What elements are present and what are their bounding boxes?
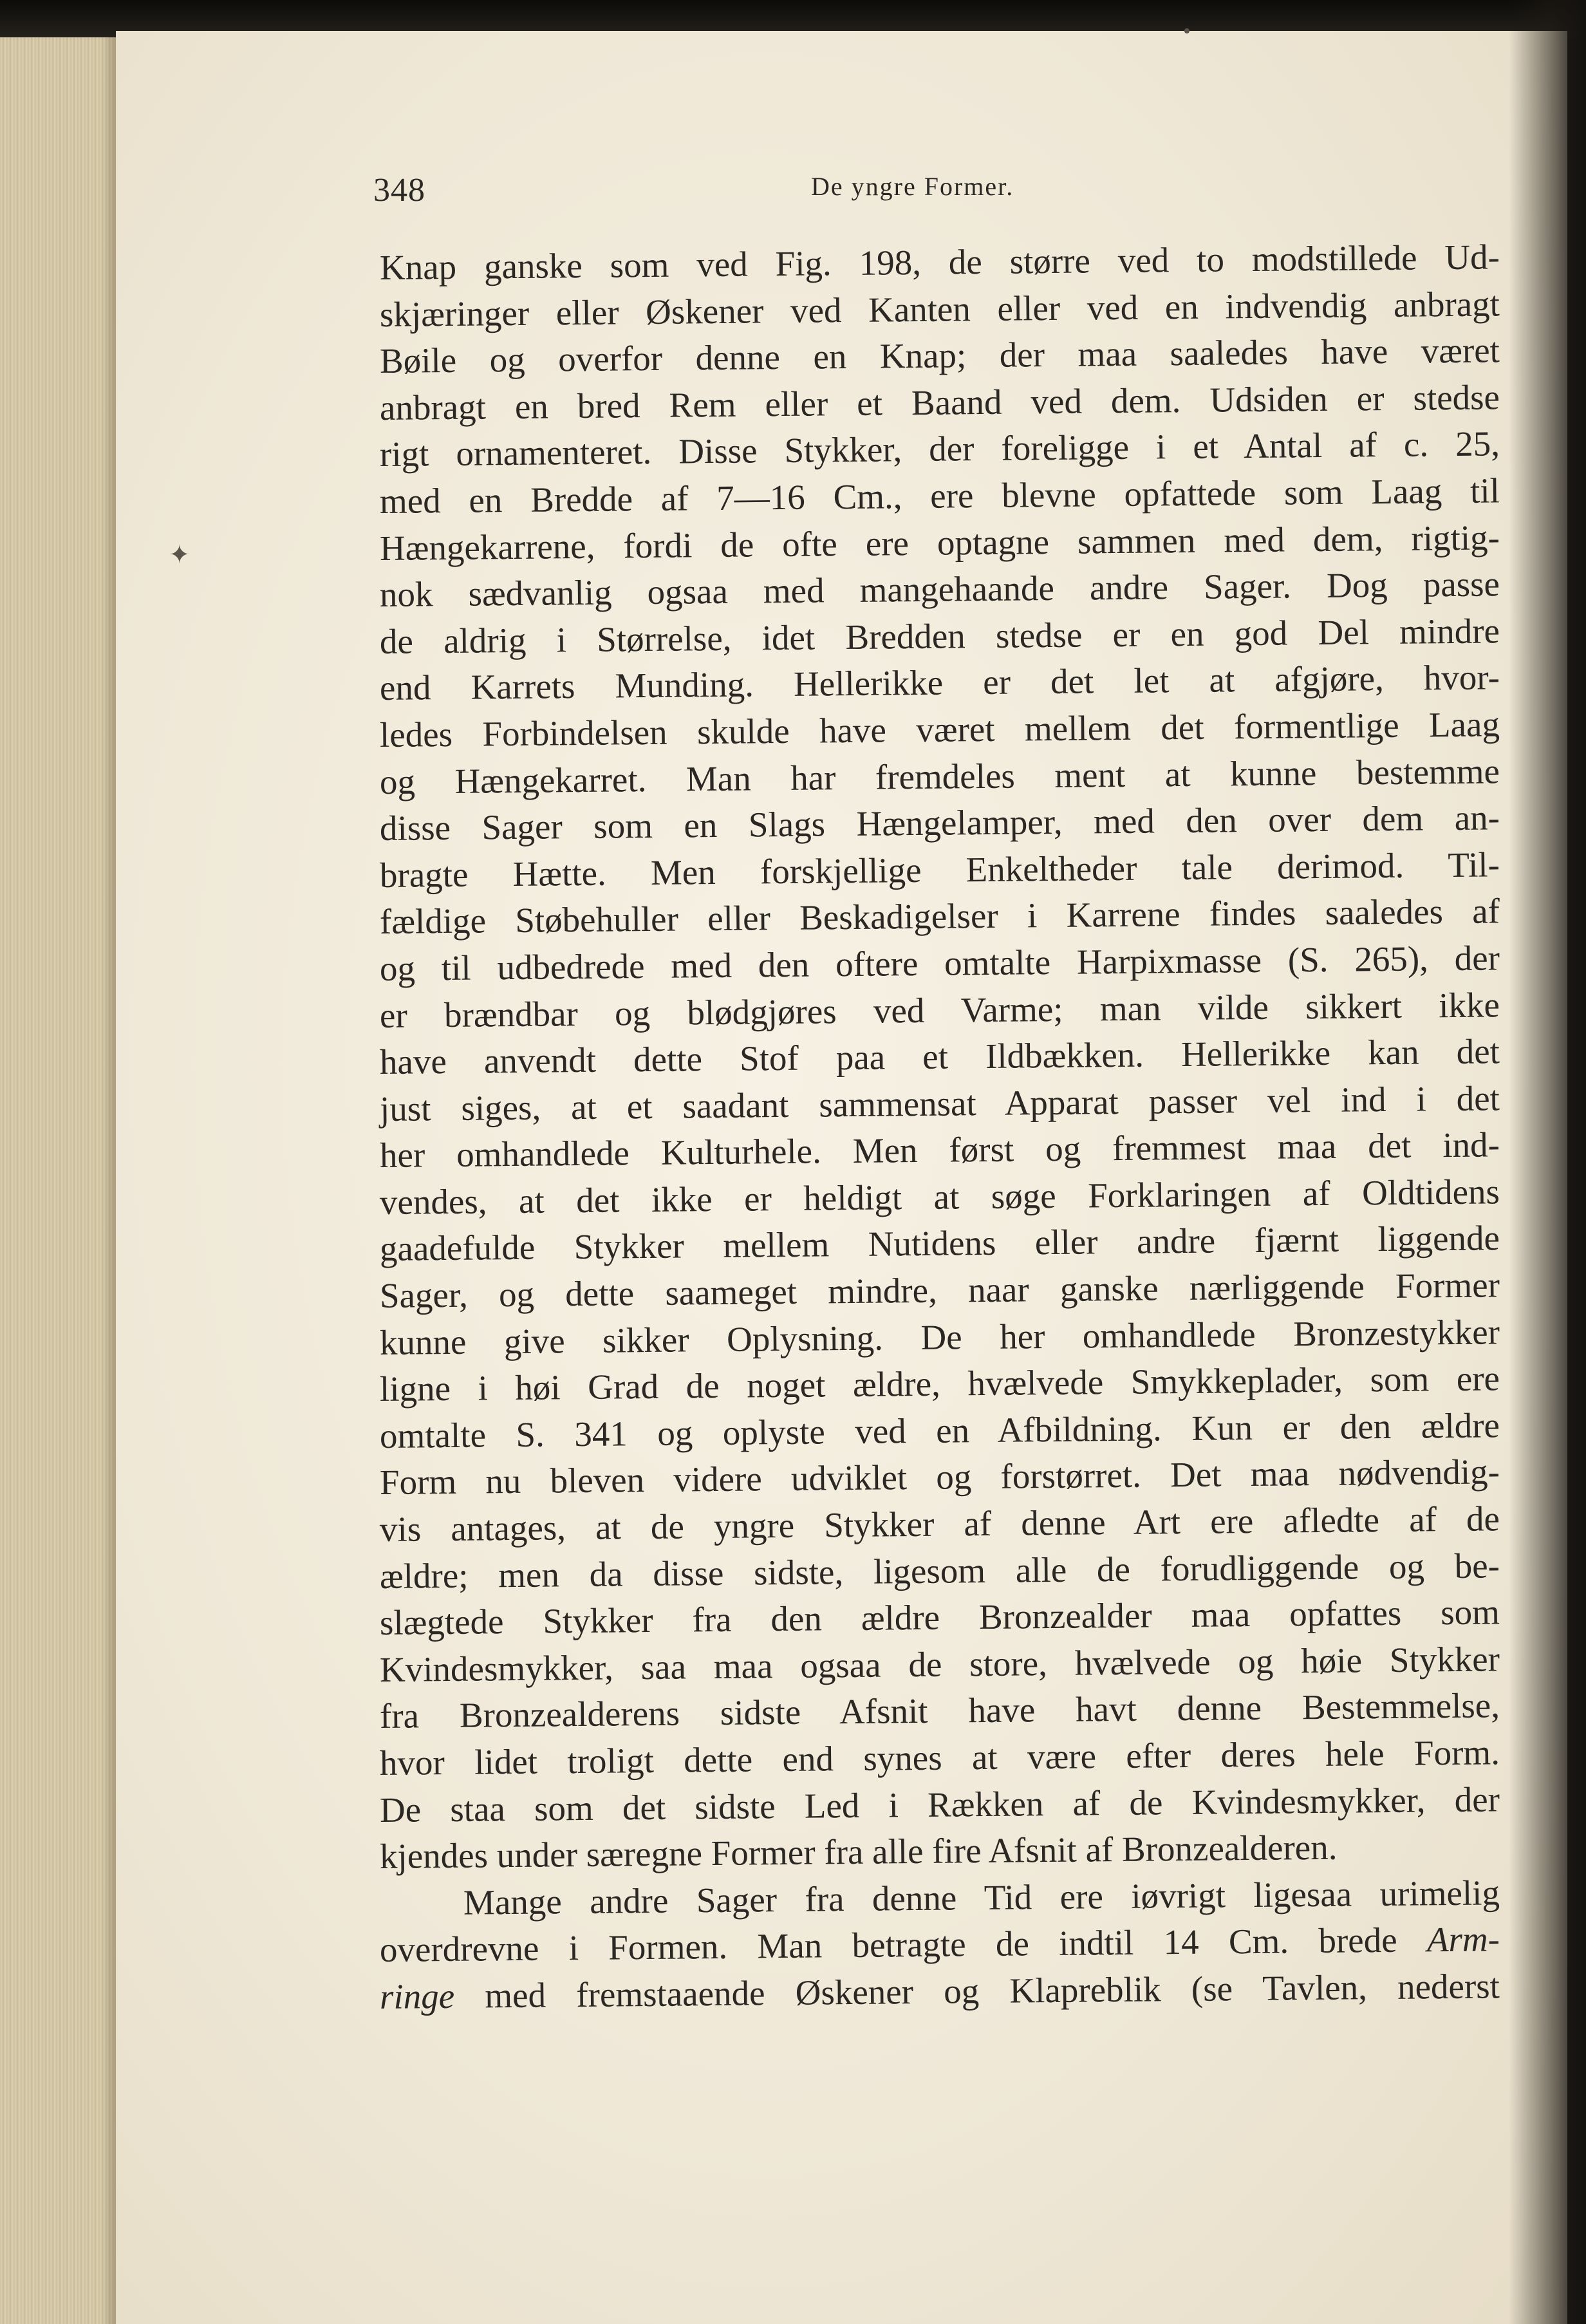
text-line: nok sædvanlig ogsaa med mangehaande andre Sager. Dog passe bbox=[379, 564, 1500, 615]
text-line: og Hængekarret. Man har fremdeles ment at kunne bestemme bbox=[379, 751, 1500, 801]
text-line: ældre; men da disse sidste, ligesom alle de forudliggende og be- bbox=[379, 1545, 1500, 1596]
margin-mark: ✦ bbox=[169, 540, 191, 569]
text-fragment: overdrevne i Formen. Man betragte de indtil 14 Cm. brede bbox=[379, 1920, 1397, 1970]
text-line: med en Bredde af 7—16 Cm., ere blevne opfattede som Laag til bbox=[379, 471, 1500, 521]
text-line: Bøile og overfor denne en Knap; der maa saaledes have været bbox=[379, 330, 1500, 381]
text-line: ligne i høi Grad de noget ældre, hvælvede Smykkeplader, som ere bbox=[379, 1358, 1500, 1409]
text-line: her omhandlede Kulturhele. Men først og fremmest maa det ind- bbox=[379, 1125, 1500, 1176]
text-line: disse Sager som en Slags Hængelamper, med den over dem an- bbox=[379, 798, 1500, 848]
text-line: rigt ornamenteret. Disse Stykker, der foreligge i et Antal af c. 25, bbox=[379, 424, 1500, 474]
text-line: fældige Støbehuller eller Beskadigelser i Karrene findes saaledes af bbox=[379, 891, 1500, 942]
text-line: bragte Hætte. Men forskjellige Enkeltheder tale derimod. Til- bbox=[379, 845, 1500, 895]
text-line: ledes Forbindelsen skulde have været mellem det formentlige Laag bbox=[379, 704, 1500, 754]
text-line: vis antages, at de yngre Stykker af denne Art ere afledte af de bbox=[379, 1499, 1500, 1550]
text-line: kunne give sikker Oplysning. De her omhandlede Bronzestykker bbox=[379, 1311, 1500, 1362]
body-text bbox=[379, 237, 1500, 2021]
text-fragment: med fremstaaende Øskener og Klapreblik (se Tavlen, nederst bbox=[485, 1966, 1500, 2016]
text-line bbox=[380, 1963, 1500, 2020]
text-line: vendes, at det ikke er heldigt at søge Forklaringen af Oldtidens bbox=[379, 1172, 1500, 1222]
text-line: Hængekarrene, fordi de ofte ere optagne sammen med dem, rigtig- bbox=[379, 517, 1500, 568]
text-line: Knap ganske som ved Fig. 198, de større ved to modstillede Ud- bbox=[379, 237, 1500, 287]
running-title: De yngre Former. bbox=[811, 172, 1014, 201]
text-line: fra Bronzealderens sidste Afsnit have havt denne Bestemmelse, bbox=[379, 1685, 1500, 1736]
text-line: Form nu bleven videre udviklet og forstørret. Det maa nødvendig- bbox=[379, 1452, 1500, 1503]
page-number: 348 bbox=[373, 172, 425, 209]
book-page-edges bbox=[0, 37, 116, 2324]
text-line: er brændbar og blødgjøres ved Varme; man vilde sikkert ikke bbox=[379, 984, 1500, 1035]
text-line: skjæringer eller Øskener ved Kanten eller ved en indvendig anbragt bbox=[379, 283, 1500, 334]
text-line-paragraph-start: Mange andre Sager fra denne Tid ere iøvrigt ligesaa urimelig bbox=[463, 1873, 1500, 1922]
text-line: de aldrig i Størrelse, idet Bredden stedse er en god Del mindre bbox=[379, 611, 1500, 661]
italic-word: Arm- bbox=[1426, 1919, 1500, 1960]
text-line: have anvendt dette Stof paa et Ildbækken. Hellerikke kan det bbox=[379, 1031, 1500, 1082]
text-line: og til udbedrede med den oftere omtalte Harpixmasse (S. 265), der bbox=[379, 938, 1500, 988]
text-line: just siges, at et saadant sammensat Apparat passer vel ind i det bbox=[379, 1078, 1500, 1129]
text-line: Sager, og dette saameget mindre, naar ganske nærliggende Former bbox=[379, 1265, 1500, 1316]
book-gutter-shadow bbox=[1509, 0, 1586, 2324]
page-header bbox=[373, 161, 1500, 212]
text-line: slægtede Stykker fra den ældre Bronzealder maa opfattes som bbox=[379, 1592, 1500, 1643]
text-line: Kvindesmykker, saa maa ogsaa de store, hvælvede og høie Stykker bbox=[379, 1639, 1500, 1689]
text-line: end Karrets Munding. Hellerikke er det let at afgjøre, hvor- bbox=[379, 657, 1500, 708]
text-line: gaadefulde Stykker mellem Nutidens eller andre fjærnt liggende bbox=[379, 1218, 1500, 1269]
text-line: omtalte S. 341 og oplyste ved en Afbildning. Kun er den ældre bbox=[379, 1405, 1500, 1456]
italic-word: ringe bbox=[379, 1976, 455, 2016]
text-line: anbragt en bred Rem eller et Baand ved dem. Udsiden er stedse bbox=[379, 377, 1500, 427]
ink-speck: • bbox=[1183, 19, 1191, 43]
text-line: kjendes under særegne Former fra alle fire Afsnit af Bronzealderen. bbox=[379, 1827, 1338, 1877]
text-line: hvor lidet troligt dette end synes at være efter deres hele Form. bbox=[379, 1732, 1500, 1783]
text-line: De staa som det sidste Led i Rækken af de Kvindesmykker, der bbox=[379, 1779, 1500, 1830]
